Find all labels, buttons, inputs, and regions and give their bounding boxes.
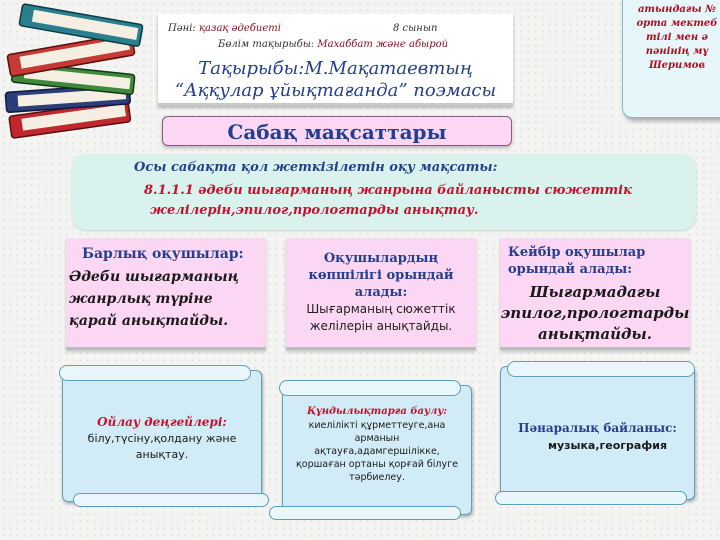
level-some-heading-line: Кейбір оқушылар: [508, 245, 646, 260]
values-line: тәрбиелеу.: [349, 472, 405, 483]
subject-value: қазақ әдебиеті: [198, 23, 281, 34]
level-most-heading: [286, 238, 476, 301]
level-some-text: [500, 282, 690, 345]
values-line: киелілікті құрметтеуге,ана: [308, 420, 446, 431]
level-some-students: [500, 238, 690, 350]
interdisciplinary-links-scroll: [500, 366, 695, 500]
scroll-curl-bottom: [269, 506, 461, 520]
corner-note-card: [622, 0, 720, 118]
level-some-heading: [508, 244, 645, 278]
level-most-heading-line: Оқушылардың: [323, 251, 439, 266]
level-some-heading-line: орындай алады:: [508, 262, 633, 277]
level-some-line: эпилог,прологтарды: [500, 304, 690, 322]
values-title: Құндылықтарға баулу:: [306, 406, 447, 417]
level-all-line: Әдеби шығарманың: [69, 269, 239, 285]
values-line: ақтауға,адамгершілікке,: [314, 446, 440, 457]
corner-note-line: Шеримов: [648, 60, 706, 71]
values-text: [283, 419, 471, 484]
objective-line-2: желілерін,эпилог,прологтарды анықтау.: [150, 203, 479, 218]
interdisciplinary-links-title: Пәнаралық байланыс:: [518, 421, 677, 435]
thinking-levels-content: [63, 415, 261, 463]
interdisciplinary-links-content: [501, 421, 694, 452]
level-most-text: [286, 301, 476, 335]
scroll-curl-top: [507, 361, 695, 377]
topic-line-1: Тақырыбы:М.Мақатаевтың: [198, 58, 473, 79]
corner-note-line: тілі мен ә: [646, 32, 708, 43]
level-all-line: қарай анықтайды.: [69, 313, 229, 329]
values-line: қоршаған ортаны қорғай білуге: [296, 459, 458, 470]
scroll-curl-bottom: [495, 491, 687, 505]
thinking-levels-text: [63, 431, 261, 463]
objective-line-1: 8.1.1.1 әдеби шығарманың жанрына байланысты сюжеттік: [144, 183, 632, 198]
subject-label: Пәні:: [168, 23, 196, 34]
corner-note-line: атындағы №: [637, 4, 717, 15]
values-scroll: [282, 385, 472, 515]
level-some-line: анықтайды.: [538, 325, 652, 343]
books-illustration: [0, 0, 155, 150]
section-line: [218, 39, 448, 50]
lesson-header: [158, 14, 513, 106]
scroll-curl-bottom: [73, 493, 269, 507]
thinking-levels-line: білу,түсіну,қолдану және: [87, 432, 237, 445]
level-some-line: Шығармадағы: [529, 283, 661, 301]
topic-line-2: “Аққулар ұйықтағанда” поэмасы: [174, 80, 497, 101]
corner-note-line: орта мектеб: [636, 18, 718, 29]
interdisciplinary-links-text: музыка,география: [547, 439, 668, 452]
scroll-curl-top: [59, 365, 251, 381]
thinking-levels-scroll: [62, 370, 262, 502]
level-all-line: жанрлық түріне: [69, 291, 213, 307]
section-value: Махаббат және абырой: [317, 39, 449, 50]
values-content: [283, 406, 471, 484]
level-all-text: [69, 266, 239, 332]
lesson-topic: [158, 58, 513, 102]
level-most-line: желілерін анықтайды.: [309, 319, 453, 333]
lesson-goals-banner: Сабақ мақсаттары: [162, 116, 512, 146]
corner-note-line: пәнінің мұ: [645, 46, 709, 57]
scroll-curl-top: [279, 380, 461, 396]
learning-objective-box: [72, 154, 696, 230]
section-label: Бөлім тақырыбы:: [218, 39, 315, 50]
level-most-line: Шығарманың сюжеттік: [306, 302, 456, 316]
thinking-levels-title: Ойлау деңгейлері:: [97, 415, 227, 429]
grade-label: 8 сынып: [393, 23, 438, 34]
values-line: арманын: [354, 433, 400, 444]
objective-label: Осы сабақта қол жеткізілетін оқу мақсаты:: [134, 160, 498, 175]
level-all-heading: Барлық оқушылар:: [82, 246, 244, 262]
subject-line: [168, 23, 281, 34]
level-most-heading-line: көпшілігі орындай: [308, 268, 454, 283]
thinking-levels-line: анықтау.: [135, 448, 189, 461]
objective-text: [144, 181, 664, 221]
level-most-heading-line: алады:: [354, 285, 408, 300]
level-all-students: [66, 238, 266, 350]
level-most-students: [286, 238, 476, 350]
